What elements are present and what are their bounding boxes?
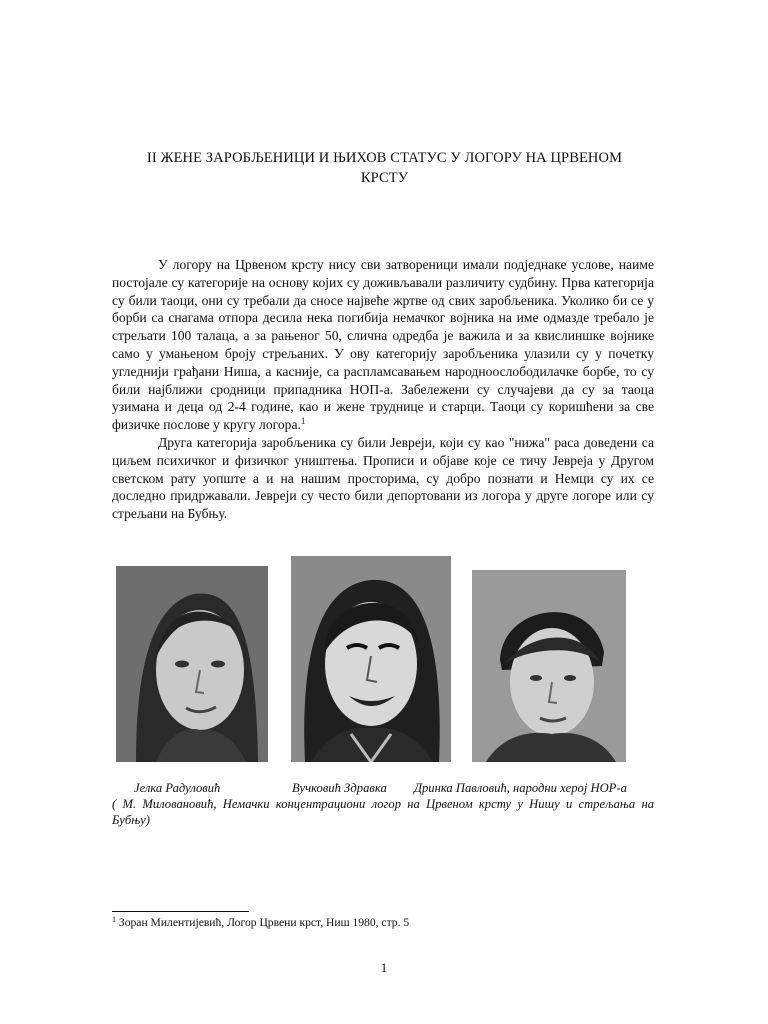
photo-jelka-radulovic [116, 566, 268, 762]
footnote-separator [112, 911, 249, 912]
caption-source: ( М. Миловановић, Немачки концентрациони логор на Црвеном крсту у Нишу и стрељања на Бубњу) [112, 797, 654, 827]
footnote-text: Зоран Милентијевић, Логор Црвени крст, Ниш 1980, стр. 5 [116, 916, 410, 929]
footnote [112, 915, 654, 930]
chapter-heading [112, 148, 657, 188]
page-number: 1 [380, 960, 388, 975]
body-text [112, 256, 654, 523]
chapter-heading-line-2: КРСТУ [360, 170, 409, 186]
chapter-heading-line-1: II ЖЕНЕ ЗАРОБЉЕНИЦИ И ЊИХОВ СТАТУС У ЛОГОРУ НА ЦРВЕНОМ [146, 150, 623, 166]
photo-vuckovic-zdravka [291, 556, 451, 762]
caption-person-1: Јелка Радуловић [134, 781, 221, 795]
paragraph-1-text: У логору на Црвеном крсту нису сви затвореници имали подједнаке услове, наиме постојале су категорије на основу којих су доживљавали различиту судбину. Прва категорија су били таоци, они су требали да сносе највеће жртве од свих заробљеника. Уколико би се у борби са снагама отпора десила нека погибија немачког војника на име одмазде требало је стрељати 100 талаца, а за рањеног 50, слична одредба је важила и за квислиншке војнике само у умањеном броју стрељаних. У ову категорију заробљеника улазили су у почетку угледнији грађани Ниша, а касније, са распламсавањем народноослободилачке борбе, то су били најближи сродници припадника НОП-а. Забележени су случајеви да су за таоца узимана и деца од 2-4 године, као и жене труднице и старци. Таоци су коришћени за све физичке послове у кругу логора. [112, 257, 654, 433]
footnote-number: 1 [112, 915, 116, 924]
photo-drinka-pavlovic [472, 570, 626, 762]
caption-names-row [112, 781, 654, 797]
footnote-reference: 1 [300, 416, 306, 427]
paragraph-1 [112, 256, 654, 434]
caption-person-2: Вучковић Здравка [292, 781, 387, 795]
caption-person-3: Дринка Павловић, народни херој НОР-а [414, 781, 627, 795]
paragraph-2: Друга категорија заробљеника су били Јевреји, који су као "нижа" раса доведени са циљем психичког и физичког уништења. Прописи и објаве које се тичу Јевреја у Другом светском рату уопште а и на нашим просторима, су добро познати и Немци су их се доследно придржавали. Јевреји су често били депортовани из логора у друге логоре или су стрељани на Бубњу. [112, 434, 654, 522]
photo-captions [112, 781, 654, 828]
